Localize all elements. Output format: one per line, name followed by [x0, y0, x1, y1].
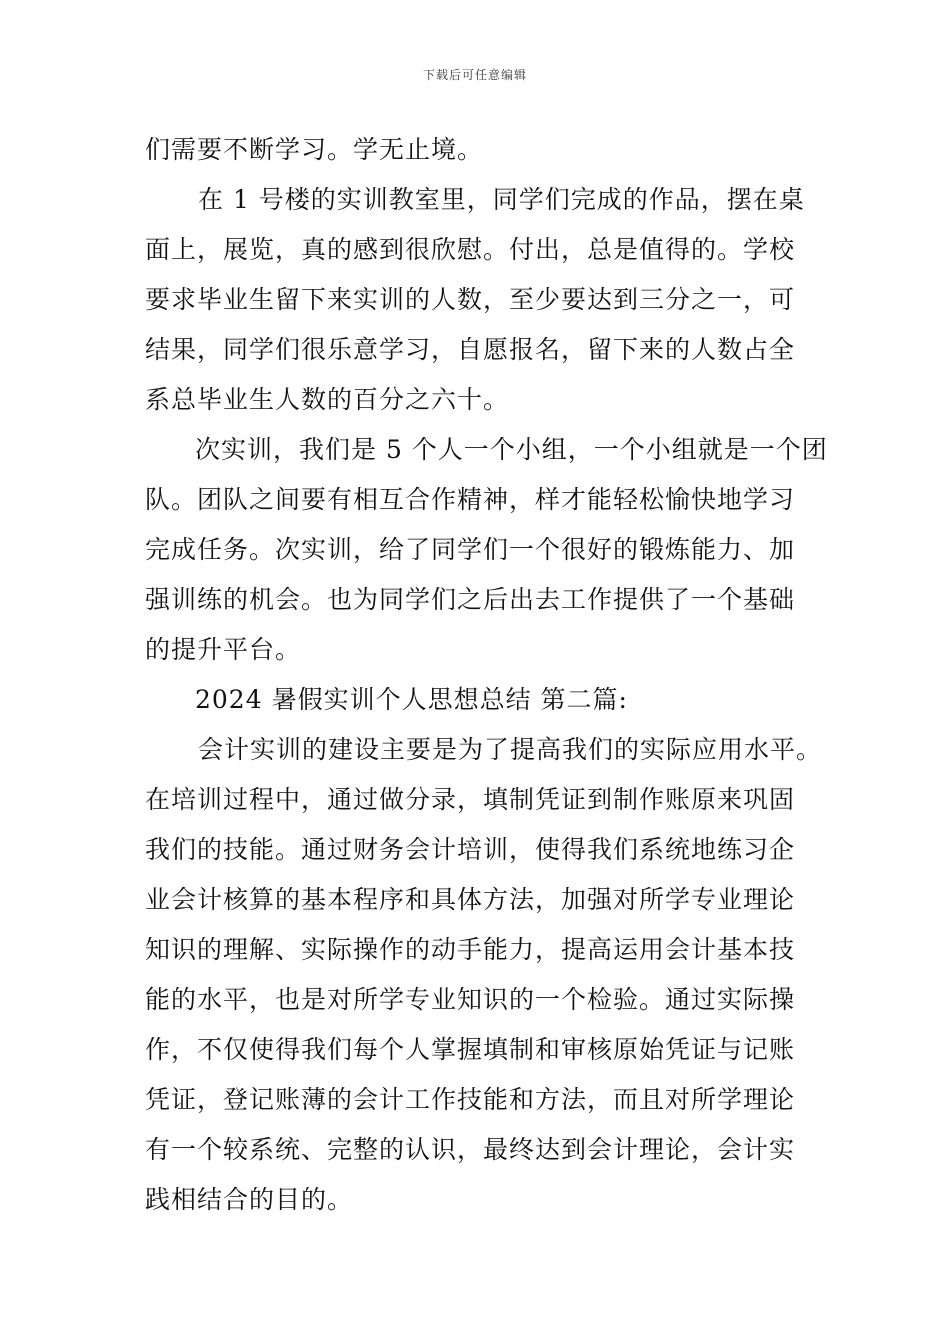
text-line: 知识的理解、实际操作的动手能力，提高运用会计基本技: [145, 935, 796, 964]
text-line: 结果，同学们很乐意学习，自愿报名，留下来的人数占全: [145, 335, 796, 364]
text-line: 系总毕业生人数的百分之六十。: [145, 385, 510, 414]
text-line: 完成任务。次实训，给了同学们一个很好的锻炼能力、加: [145, 535, 796, 564]
text-line: 业会计核算的基本程序和具体方法，加强对所学专业理论: [145, 885, 796, 914]
text-line: 我们的技能。通过财务会计培训，使得我们系统地练习企: [145, 835, 796, 864]
text-line: 面上，展览，真的感到很欣慰。付出，总是值得的。学校: [145, 235, 796, 264]
text-line: 在培训过程中，通过做分录，填制凭证到制作账原来巩固: [145, 785, 796, 814]
text-line: 要求毕业生留下来实训的人数，至少要达到三分之一，可: [145, 285, 796, 314]
text-line: 能的水平，也是对所学专业知识的一个检验。通过实际操: [145, 985, 796, 1014]
text-line: 的提升平台。: [145, 635, 302, 664]
text-line: 次实训，我们是 5 个人一个小组，一个小组就是一个团: [195, 435, 828, 464]
text-line: 队。团队之间要有相互合作精神，样才能轻松愉快地学习: [145, 485, 796, 514]
text-line: 作，不仅使得我们每个人掌握填制和审核原始凭证与记账: [145, 1035, 796, 1064]
text-line: 们需要不断学习。学无止境。: [145, 135, 484, 164]
text-line: 凭证，登记账薄的会计工作技能和方法，而且对所学理论: [145, 1085, 796, 1114]
page-header: 下载后可任意编辑: [422, 68, 527, 82]
section-heading: 2024 暑假实训个人思想总结 第二篇:: [195, 685, 628, 714]
text-line: 强训练的机会。也为同学们之后出去工作提供了一个基础: [145, 585, 796, 614]
text-line: 有一个较系统、完整的认识，最终达到会计理论，会计实: [145, 1135, 796, 1164]
text-line: 在 1 号楼的实训教室里，同学们完成的作品，摆在桌: [198, 185, 805, 214]
text-line: 会计实训的建设主要是为了提高我们的实际应用水平。: [198, 735, 823, 764]
text-line: 践相结合的目的。: [145, 1185, 354, 1214]
